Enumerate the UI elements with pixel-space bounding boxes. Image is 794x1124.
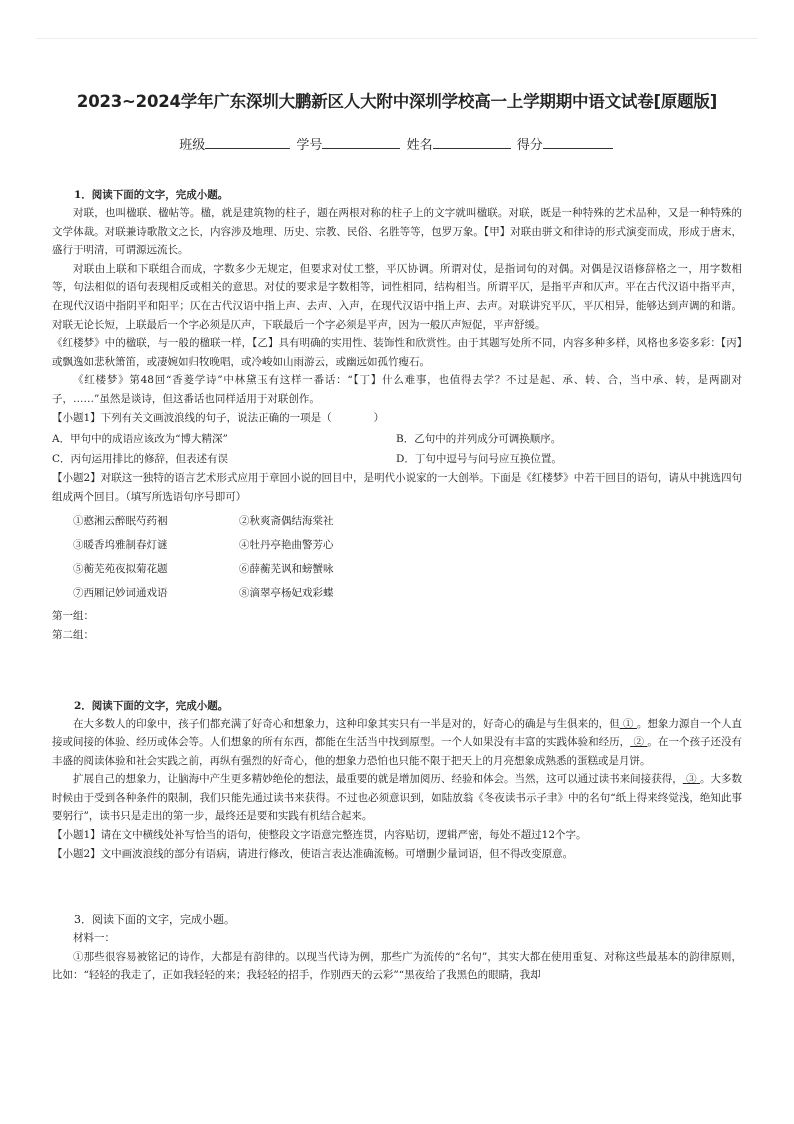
- option-item: ⑧滴翠亭杨妃戏彩蝶: [239, 587, 334, 600]
- score-blank[interactable]: [543, 134, 613, 149]
- question-2-heading: 2．阅读下面的文字，完成小题。: [74, 699, 229, 712]
- option-item: ①憨湘云醉眠芍药裀: [73, 515, 168, 528]
- q1-subquestion-1: 【小题1】下列有关文画波浪线的句子，说法正确的一项是（ ）: [52, 411, 385, 424]
- answer-group-1-label: 第一组：: [52, 610, 94, 623]
- student-id-blank[interactable]: [322, 134, 400, 149]
- blank-3[interactable]: [683, 773, 700, 785]
- option-item: ⑦西厢记妙词通戏语: [73, 587, 168, 600]
- q1-paragraph-2: 对联由上联和下联组合而成，字数多少无规定，但要求对仗工整，平仄协调。所谓对仗，是指词句的对偶。对偶是汉语修辞格之一，用字数相等，句法相似的语句表现相反或相关的意思。对仗的要求是字数相等，词性相同，结构相当。所谓平仄，是指平声和仄声。平在古代汉语中指平声，在现代汉语中指阴平和阳平；仄在古代汉语中指上声、去声、入声，在现代汉语中指上声、去声。对联讲究平仄，平仄相异，能够达到声调的和谐。对联无论长短，上联最后一个字必须是仄声，下联最后一个字必须是平声，因为一般仄声短促，平声舒缓。: [52, 262, 742, 331]
- q2-subquestion-2: 【小题2】文中画波浪线的部分有语病，请进行修改，使语言表达准确流畅。可增删少量词语，但不得改变原意。: [52, 847, 574, 860]
- blank-1-number: ①: [623, 717, 634, 730]
- blank-2[interactable]: [630, 736, 647, 748]
- q2-p1-text-c: 。在一个孩子还没有丰盛的阅读体验和社会实践之前，再纵有强烈的好奇心，他的想象力恐怕也只能不限于把天上的月亮想象成熟悉的蛋糕或是月饼。: [52, 736, 743, 767]
- page-title: 2023~2024学年广东深圳大鹏新区人大附中深圳学校高一上学期期中语文试卷[原题版]: [76, 92, 718, 111]
- blank-3-number: ③: [686, 773, 697, 786]
- choice-d[interactable]: D．丁句中逗号与问号应互换位置。: [396, 453, 562, 466]
- option-item: ⑤蘅芜苑夜拟菊花题: [73, 563, 168, 576]
- q2-paragraph-2: [52, 770, 742, 826]
- question-2: [52, 697, 742, 864]
- material-1-label: 材料一：: [73, 932, 115, 945]
- choice-b[interactable]: B．乙句中的并列成分可调换顺序。: [396, 433, 562, 446]
- q1-paragraph-1: 对联，也叫楹联、楹帖等。楹，就是建筑物的柱子，题在两根对称的柱子上的文字就叫楹联。对联，既是一种特殊的艺术品种，又是一种特殊的文学体裁。对联兼诗歌散文之长，内容涉及地理、历史、宗教、民俗、名胜等等，包罗万象。【甲】对联由骈文和律诗的形式演变而成，形成于唐末，盛行于明清，可谓源远流长。: [52, 207, 742, 257]
- q1-choices: [52, 429, 742, 469]
- q2-subquestion-1: 【小题1】请在文中横线处补写恰当的语句，使整段文字语意完整连贯，内容贴切，逻辑严密，每处不超过12个字。: [52, 829, 587, 842]
- q2-p2-text-a: 扩展自己的想象力，让脑海中产生更多精妙绝伦的想法，最重要的就是增加阅历、经验和体会。当然，这可以通过读书来间接获得，: [73, 773, 683, 786]
- blank-1[interactable]: [620, 718, 637, 730]
- class-blank[interactable]: [205, 134, 290, 149]
- q1-paragraph-3: 《红楼梦》中的楹联，与一般的楹联一样，【乙】具有明确的实用性、装饰性和欣赏性。由于其题写处所不同，内容多种多样，风格也多姿多彩：【丙】或飘逸如悲秋箫笛，或凄婉如归牧晚唱，或冷峻如山雨游云，或幽远如孤竹瘦石。: [52, 337, 742, 368]
- score-label: 得分: [516, 138, 543, 153]
- question-1: [52, 186, 742, 645]
- name-label: 姓名: [406, 138, 433, 153]
- q2-paragraph-1: [52, 715, 742, 771]
- q1-option-list: [52, 509, 742, 605]
- question-1-heading: 1．阅读下面的文字，完成小题。: [74, 189, 229, 201]
- q3-paragraph-1: ①那些很容易被铭记的诗作，大都是有韵律的。以现当代诗为例，那些广为流传的“名句”，其实大都在使用重复、对称这些最基本的韵律原则，比如：“轻轻的我走了，正如我轻轻的来；我轻轻的招手，作别西天的云彩”“黑夜给了我黑色的眼睛，我却: [52, 950, 742, 982]
- q2-p2-text-b: 。大多数时候由于受到各种条件的限制，我们只能先通过读书来获得。不过也必须意识到，如陆放翁《冬夜读书示子聿》中的名句“纸上得来终觉浅，绝知此事要躬行”，读书只是走出的第一步，最终还是要和实践有机结合起来。: [52, 773, 743, 823]
- exam-page: [52, 88, 742, 985]
- student-info-line: [52, 134, 742, 156]
- option-item: ③暖香坞雅制春灯谜: [73, 539, 168, 552]
- q2-p1-text-a: 在大多数人的印象中，孩子们都充满了好奇心和想象力，这种印象其实只有一半是对的，好奇心的确是与生俱来的，但: [73, 717, 620, 730]
- name-blank[interactable]: [433, 134, 511, 149]
- option-item: ⑥薛蘅芜讽和螃蟹咏: [239, 563, 334, 576]
- q2-p1-text-b: 。想象力源自一个人直接或间接的体验、经历或体会等。人们想象的所有东西，都能在生活当中找到原型。一个人如果没有丰富的实践体验和经历，: [52, 717, 743, 749]
- choice-c[interactable]: C．丙句运用排比的修辞，但表述有误: [52, 453, 229, 466]
- page-top-rule: [36, 38, 758, 39]
- question-3: [52, 911, 742, 985]
- option-item: ④牡丹亭艳曲警芳心: [239, 539, 334, 552]
- q1-subquestion-2: 【小题2】对联这一独特的语言艺术形式应用于章回小说的回目中，是明代小说家的一大创举。下面是《红楼梦》中若干回目的语句，请从中挑选四句组成两个回目。（填写所选语句序号即可）: [52, 472, 742, 503]
- answer-group-2-label: 第二组：: [52, 628, 94, 641]
- choice-a[interactable]: A．甲句中的成语应该改为“博大精深”: [52, 433, 228, 446]
- option-item: ②秋爽斋偶结海棠社: [239, 515, 334, 528]
- q1-paragraph-4: 《红楼梦》第48回“香菱学诗”中林黛玉有这样一番话：“【丁】什么难事，也值得去学？不过是起、承、转、合，当中承、转，是两副对子，……”虽然是谈诗，但这番话也同样适用于对联创作。: [52, 374, 742, 405]
- question-3-heading: 3．阅读下面的文字，完成小题。: [74, 913, 235, 927]
- student-id-label: 学号: [296, 138, 323, 153]
- blank-2-number: ②: [633, 736, 645, 749]
- class-label: 班级: [179, 138, 206, 153]
